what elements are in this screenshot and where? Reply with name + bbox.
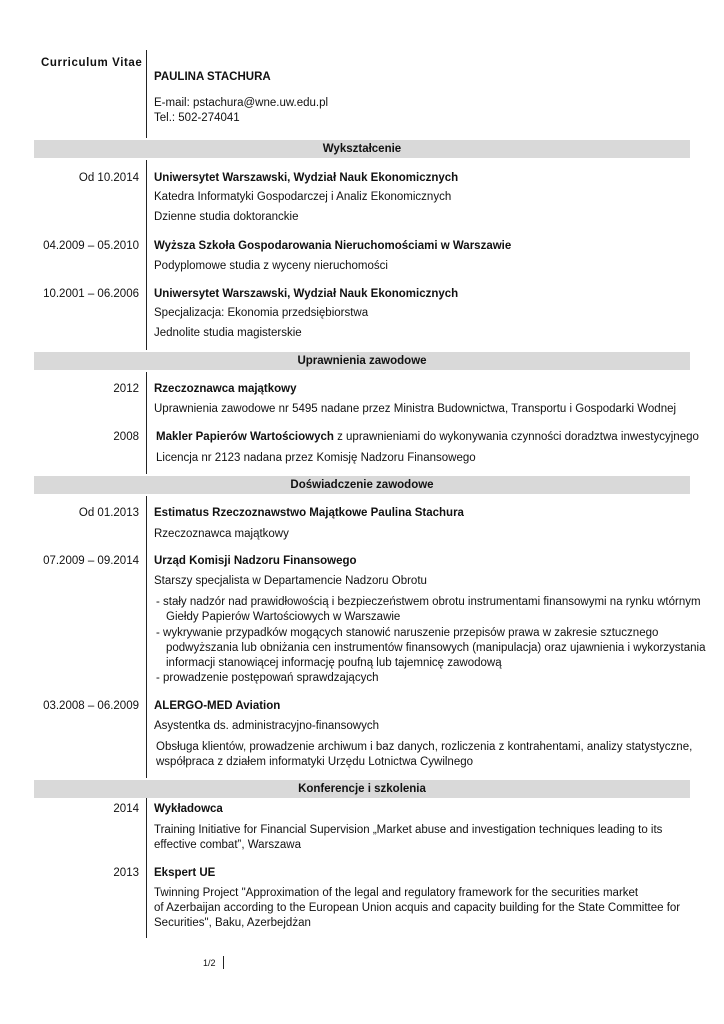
entry-title: Urząd Komisji Nadzoru Finansowego <box>154 555 357 567</box>
entry-line: of Azerbaijan according to the European Union acquis and capacity building for the State Committee for <box>154 902 681 914</box>
entry-line: Podyplomowe studia z wyceny nieruchomości <box>154 260 388 272</box>
entry-title-rest: z uprawnieniami do wykonywania czynności doradztwa inwestycyjnego <box>333 431 699 443</box>
entry-line: Obsługa klientów, prowadzenie archiwum i baz danych, rozliczenia z kontrahentami, analizy statystyczne, <box>156 741 693 753</box>
entry-title-line <box>156 430 699 445</box>
entry-line: informacji stanowiącej informację poufną lub tajemnicę zawodową <box>166 657 502 669</box>
entry-title: Wykładowca <box>154 803 223 815</box>
entry-line: współpraca z działem informatyki Urzędu Lotnictwa Cywilnego <box>156 756 474 768</box>
entry-title: Uniwersytet Warszawski, Wydział Nauk Ekonomicznych <box>154 288 459 300</box>
entry-date: 03.2008 – 06.2009 <box>43 700 139 712</box>
entry-title: Uniwersytet Warszawski, Wydział Nauk Ekonomicznych <box>154 172 459 184</box>
entry-date: Od 01.2013 <box>78 507 139 519</box>
section-heading-experience: Doświadczenie zawodowe <box>34 476 690 494</box>
entry-line: Securities", Baku, Azerbejdżan <box>154 917 311 929</box>
entry-line: Dzienne studia doktoranckie <box>154 211 299 223</box>
person-name: PAULINA STACHURA <box>154 71 271 83</box>
entry-line: Katedra Informatyki Gospodarczej i Analiz Ekonomicznych <box>154 191 452 203</box>
entry-date: 2008 <box>113 431 139 443</box>
entry-line: - prowadzenie postępowań sprawdzających <box>156 672 379 684</box>
entry-line: Giełdy Papierów Wartościowych w Warszawie <box>166 611 401 623</box>
entry-line: Starszy specjalista w Departamencie Nadzoru Obrotu <box>154 575 427 587</box>
entry-line: Jednolite studia magisterskie <box>154 327 302 339</box>
divider-conferences <box>146 798 147 938</box>
divider-licenses <box>146 372 147 474</box>
divider-education <box>146 160 147 350</box>
entry-date: 2012 <box>113 383 139 395</box>
entry-title: Estimatus Rzeczoznawstwo Majątkowe Paulina Stachura <box>154 507 464 519</box>
entry-line: effective combat”, Warszawa <box>154 839 301 851</box>
divider-experience <box>146 496 147 778</box>
footer-divider <box>223 956 224 969</box>
entry-title: ALERGO-MED Aviation <box>154 700 281 712</box>
entry-line: Asystentka ds. administracyjno-finansowych <box>154 720 379 732</box>
section-heading-education: Wykształcenie <box>34 140 690 158</box>
entry-date: 04.2009 – 05.2010 <box>43 240 139 252</box>
entry-line: Twinning Project "Approximation of the legal and regulatory framework for the securities market <box>154 887 639 899</box>
entry-title: Ekspert UE <box>154 867 216 879</box>
entry-line: Training Initiative for Financial Supervision „Market abuse and investigation techniques leading to its <box>154 824 663 836</box>
entry-line: - stały nadzór nad prawidłowością i bezpieczeństwem obrotu instrumentami finansowymi na rynku wtórnym <box>156 596 701 608</box>
divider-header <box>146 50 147 138</box>
entry-line: - wykrywanie przypadków mogących stanowić naruszenie przepisów prawa w zakresie sztucznego <box>156 627 659 639</box>
entry-line: Uprawnienia zawodowe nr 5495 nadane przez Ministra Budownictwa, Transportu i Gospodarki Wodnej <box>154 403 677 415</box>
entry-line: podwyższania lub obniżania cen instrumentów finansowych (manipulacja) oraz ujawnienia i wykorzystania <box>166 642 706 654</box>
entry-line: Specjalizacja: Ekonomia przedsiębiorstwa <box>154 307 369 319</box>
section-heading-conferences: Konferencje i szkolenia <box>34 780 690 798</box>
phone: Tel.: 502-274041 <box>154 112 240 124</box>
entry-title: Makler Papierów Wartościowych <box>156 431 334 443</box>
entry-date: Od 10.2014 <box>78 172 139 184</box>
entry-line: Licencja nr 2123 nadana przez Komisję Nadzoru Finansowego <box>156 452 476 464</box>
page-number: 1/2 <box>203 958 216 968</box>
entry-title: Rzeczoznawca majątkowy <box>154 383 297 395</box>
entry-title: Wyższa Szkoła Gospodarowania Nieruchomościami w Warszawie <box>154 240 512 252</box>
section-heading-licenses: Uprawnienia zawodowe <box>34 352 690 370</box>
entry-date: 07.2009 – 09.2014 <box>43 555 139 567</box>
entry-date: 2014 <box>113 803 139 815</box>
entry-date: 10.2001 – 06.2006 <box>43 288 139 300</box>
cv-title: Curriculum Vitae <box>41 57 143 69</box>
entry-line: Rzeczoznawca majątkowy <box>154 528 289 540</box>
entry-date: 2013 <box>113 867 139 879</box>
email: E-mail: pstachura@wne.uw.edu.pl <box>154 97 329 109</box>
